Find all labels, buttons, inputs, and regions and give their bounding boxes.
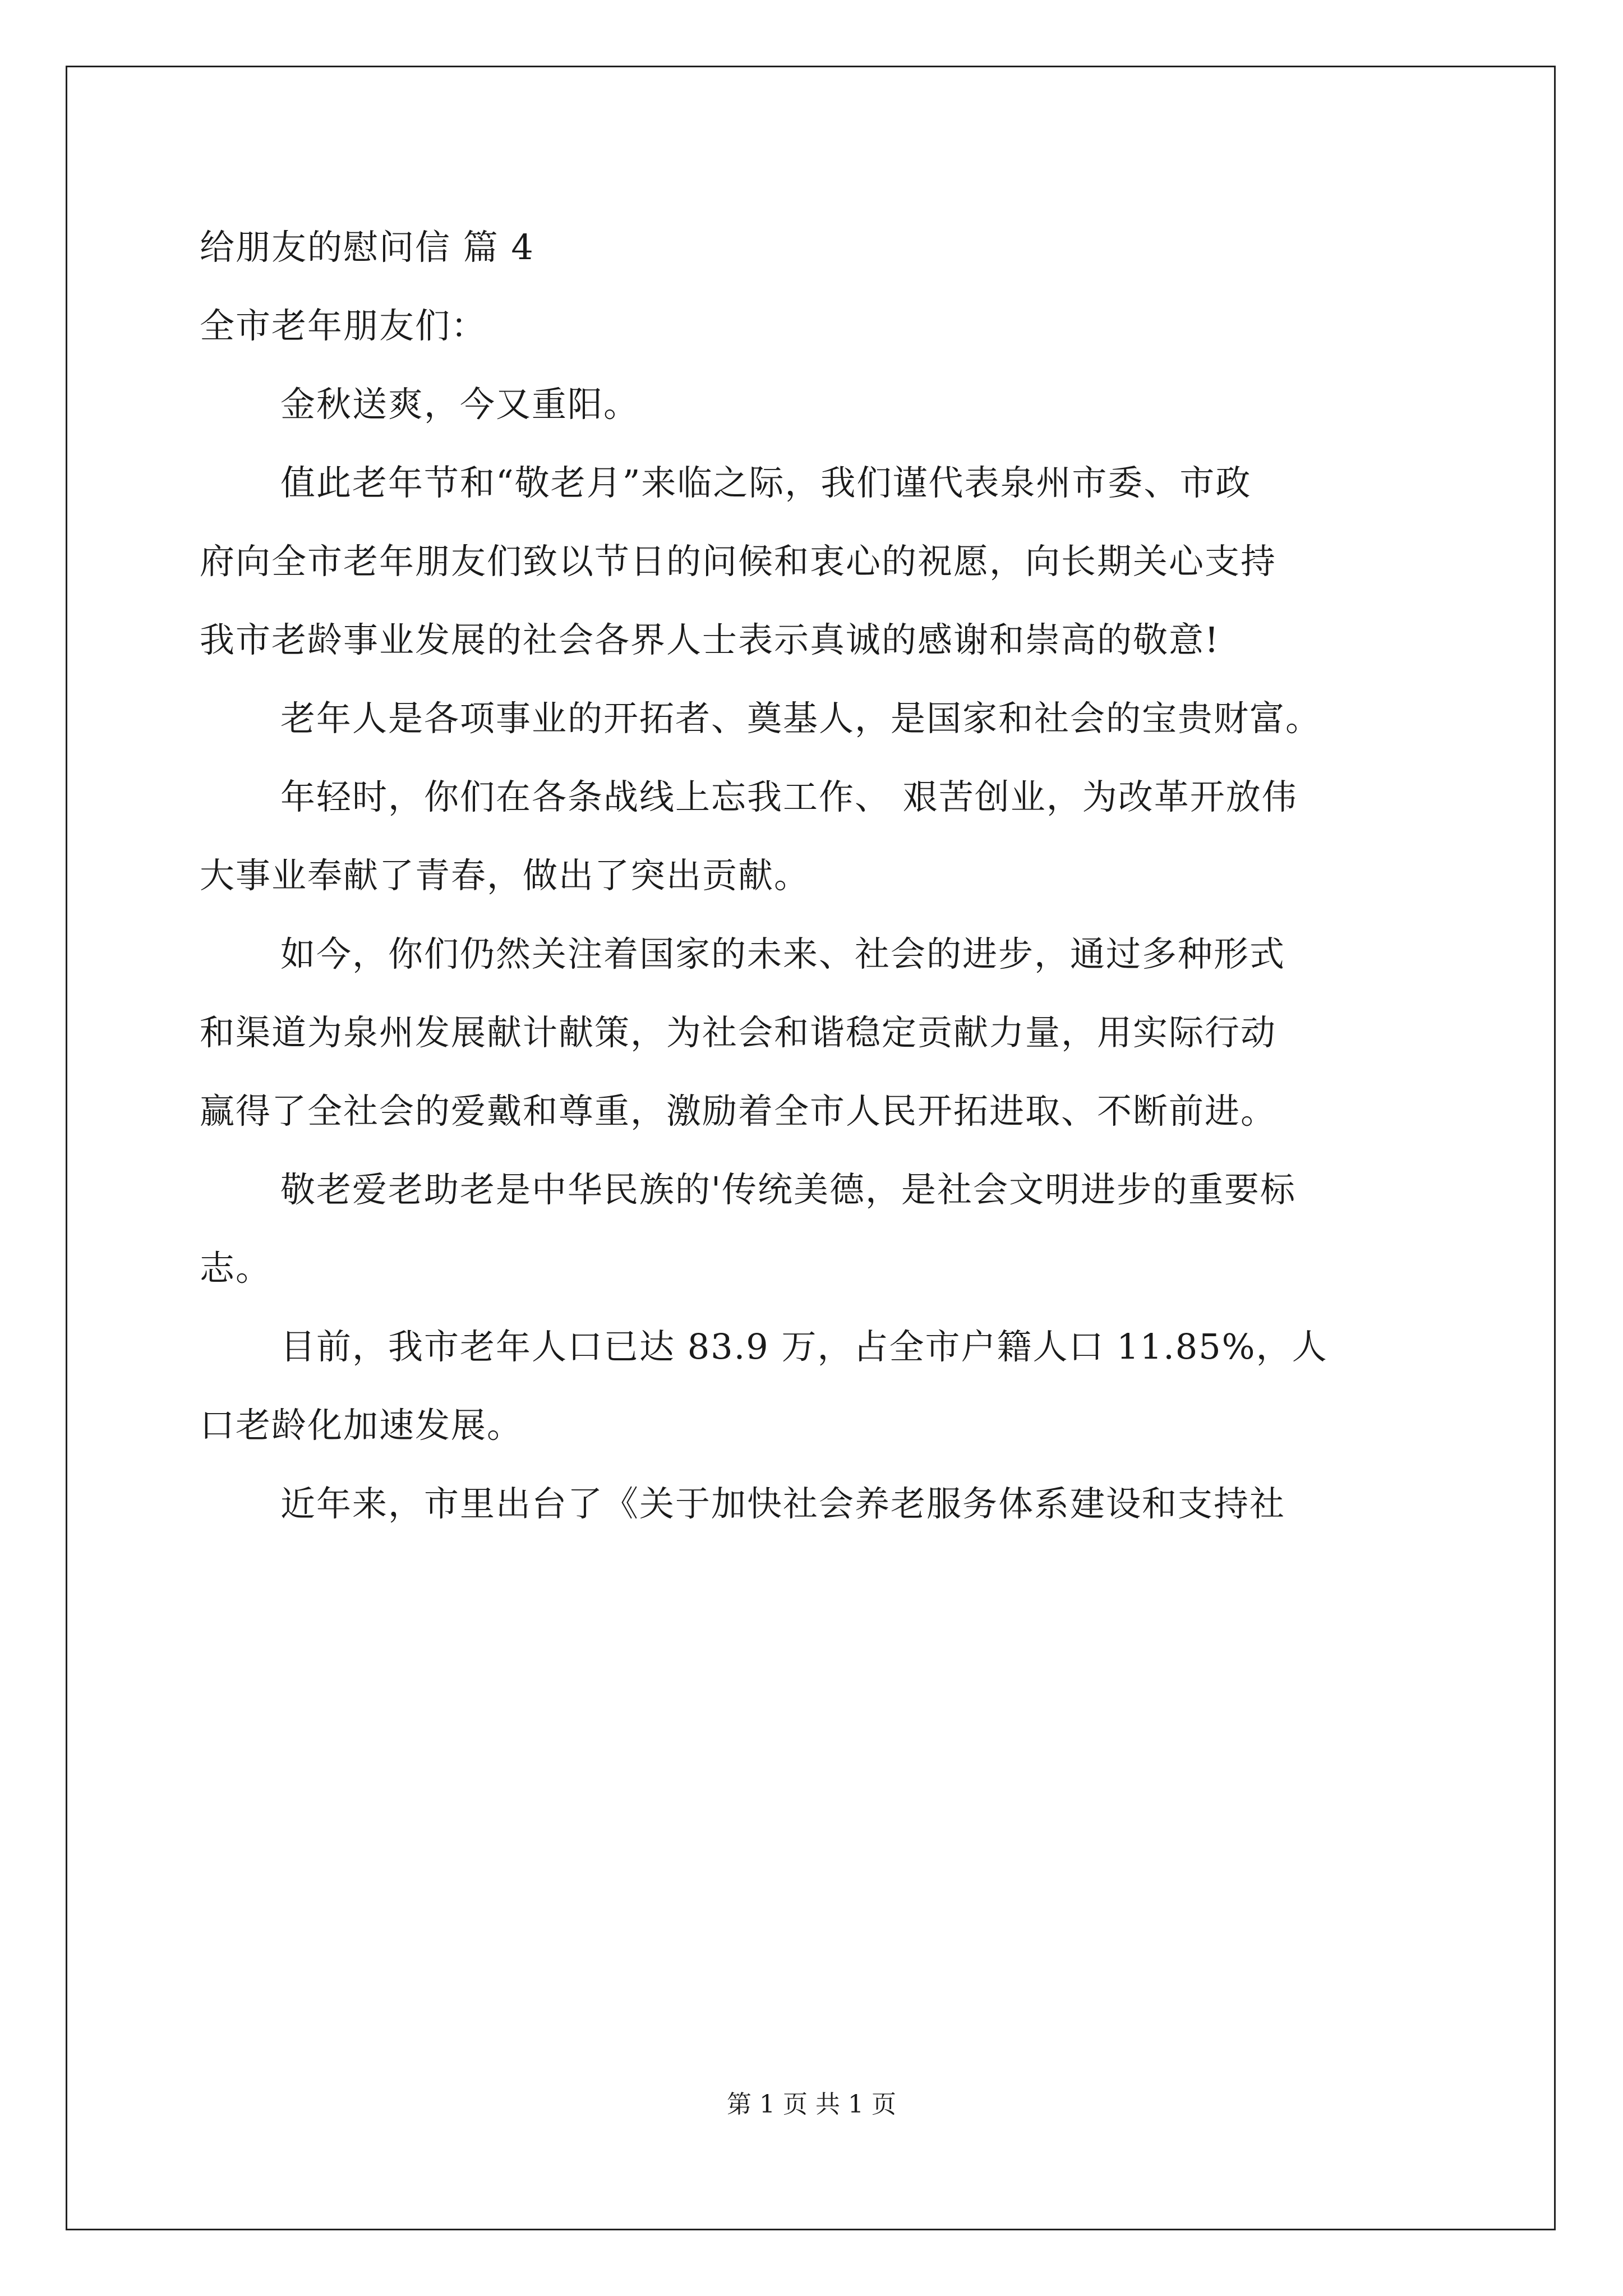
salutation: 全市老年朋友们：	[200, 305, 487, 346]
body-line: 赢得了全社会的爱戴和尊重，激励着全市人民开拓进取、不断前进。	[200, 1091, 1277, 1131]
body-line: 府向全市老年朋友们致以节日的问候和衷心的祝愿，向长期关心支持	[200, 541, 1277, 582]
body-line: 我市老龄事业发展的社会各界人士表示真诚的感谢和崇高的敬意!	[200, 619, 1220, 660]
document-title: 给朋友的慰问信 篇 4	[200, 227, 534, 268]
body-line: 大事业奉献了青春，做出了突出贡献。	[200, 855, 810, 896]
body-line: 金秋送爽，今又重阳。	[280, 384, 640, 425]
body-line: 敬老爱老助老是中华民族的'传统美德，是社会文明进步的重要标	[280, 1169, 1297, 1210]
body-line: 口老龄化加速发展。	[200, 1405, 523, 1446]
body-line: 志。	[200, 1248, 272, 1289]
body-line: 如今，你们仍然关注着国家的未来、社会的进步，通过多种形式	[280, 933, 1286, 974]
body-line: 年轻时，你们在各条战线上忘我工作、 艰苦创业，为改革开放伟	[280, 776, 1298, 817]
body-line: 近年来，市里出台了《关于加快社会养老服务体系建设和支持社	[280, 1483, 1286, 1524]
page-footer: 第 1 页 共 1 页	[727, 2090, 896, 2119]
body-line: 目前，我市老年人口已达 83.9 万，占全市户籍人口 11.85%，人	[280, 1326, 1328, 1367]
body-line: 和渠道为泉州发展献计献策，为社会和谐稳定贡献力量，用实际行动	[200, 1012, 1277, 1053]
body-line: 老年人是各项事业的开拓者、奠基人，是国家和社会的宝贵财富。	[280, 698, 1322, 739]
body-line: 值此老年节和“敬老月”来临之际，我们谨代表泉州市委、市政	[280, 462, 1252, 503]
